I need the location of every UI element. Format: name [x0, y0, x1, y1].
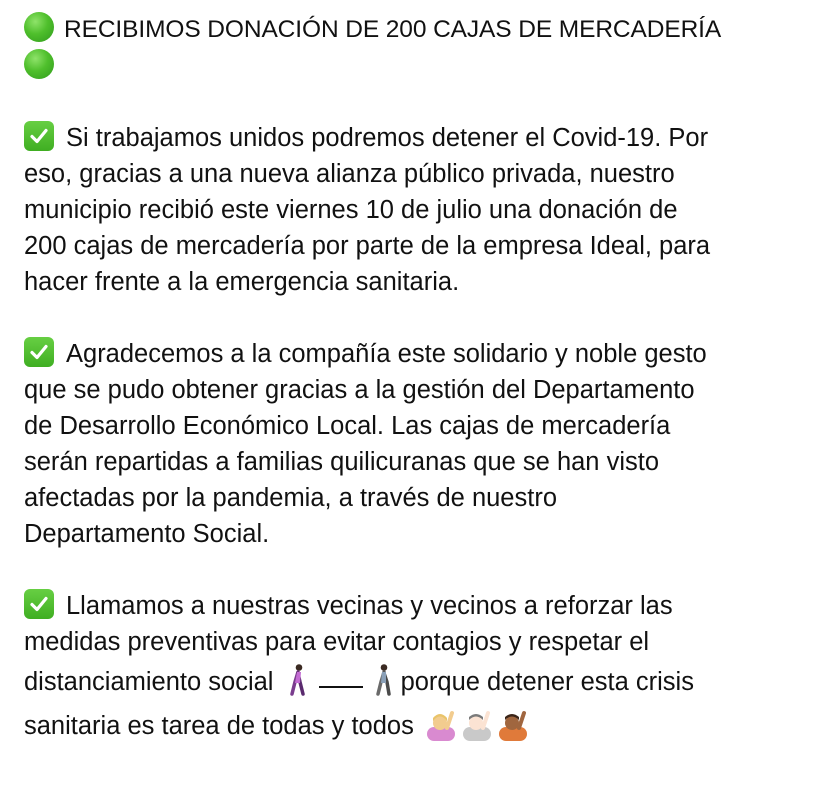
social-post	[24, 12, 814, 748]
green-circle-icon	[24, 49, 54, 79]
paragraph-1	[24, 120, 814, 300]
paragraph-2	[24, 336, 814, 552]
paragraph-line: que se pudo obtener gracias a la gestión del Departamento	[24, 376, 695, 404]
paragraph-line	[24, 704, 814, 748]
check-mark-button-icon	[24, 337, 54, 367]
post-title-line	[24, 12, 814, 48]
person-raising-hand-icon	[461, 709, 493, 741]
paragraph-line: Departamento Social.	[24, 520, 270, 548]
paragraph-text: distanciamiento social	[24, 668, 274, 696]
person-raising-hand-icon	[497, 709, 529, 741]
green-circle-line	[24, 48, 814, 84]
paragraph-line: serán repartidas a familias quilicuranas que se han visto	[24, 448, 660, 476]
paragraph-line: eso, gracias a una nueva alianza público privada, nuestro	[24, 160, 675, 188]
paragraph-line: medidas preventivas para evitar contagios y respetar el	[24, 628, 650, 656]
check-mark-button-icon	[24, 589, 54, 619]
paragraph-line: afectadas por la pandemia, a través de nuestro	[24, 484, 557, 512]
person-walking-icon	[287, 663, 309, 697]
green-circle-icon	[24, 12, 54, 42]
paragraph-line	[24, 660, 814, 704]
paragraph-text: porque detener esta crisis	[400, 668, 694, 696]
paragraph-line: hacer frente a la emergencia sanitaria.	[24, 268, 460, 296]
underline-separator	[319, 686, 363, 688]
person-raising-hand-icon	[425, 709, 457, 741]
person-walking-icon	[373, 663, 395, 697]
post-title: RECIBIMOS DONACIÓN DE 200 CAJAS DE MERCADERÍA	[64, 16, 722, 43]
paragraph-3	[24, 588, 814, 748]
check-mark-button-icon	[24, 121, 54, 151]
paragraph-line: municipio recibió este viernes 10 de julio una donación de	[24, 196, 678, 224]
paragraph-line: Si trabajamos unidos podremos detener el Covid-19. Por	[66, 124, 709, 152]
paragraph-line: Agradecemos a la compañía este solidario y noble gesto	[66, 340, 707, 368]
paragraph-line: Llamamos a nuestras vecinas y vecinos a reforzar las	[66, 592, 673, 620]
paragraph-line: de Desarrollo Económico Local. Las cajas de mercadería	[24, 412, 671, 440]
paragraph-text: sanitaria es tarea de todas y todos	[24, 712, 414, 740]
paragraph-line: 200 cajas de mercadería por parte de la empresa Ideal, para	[24, 232, 711, 260]
